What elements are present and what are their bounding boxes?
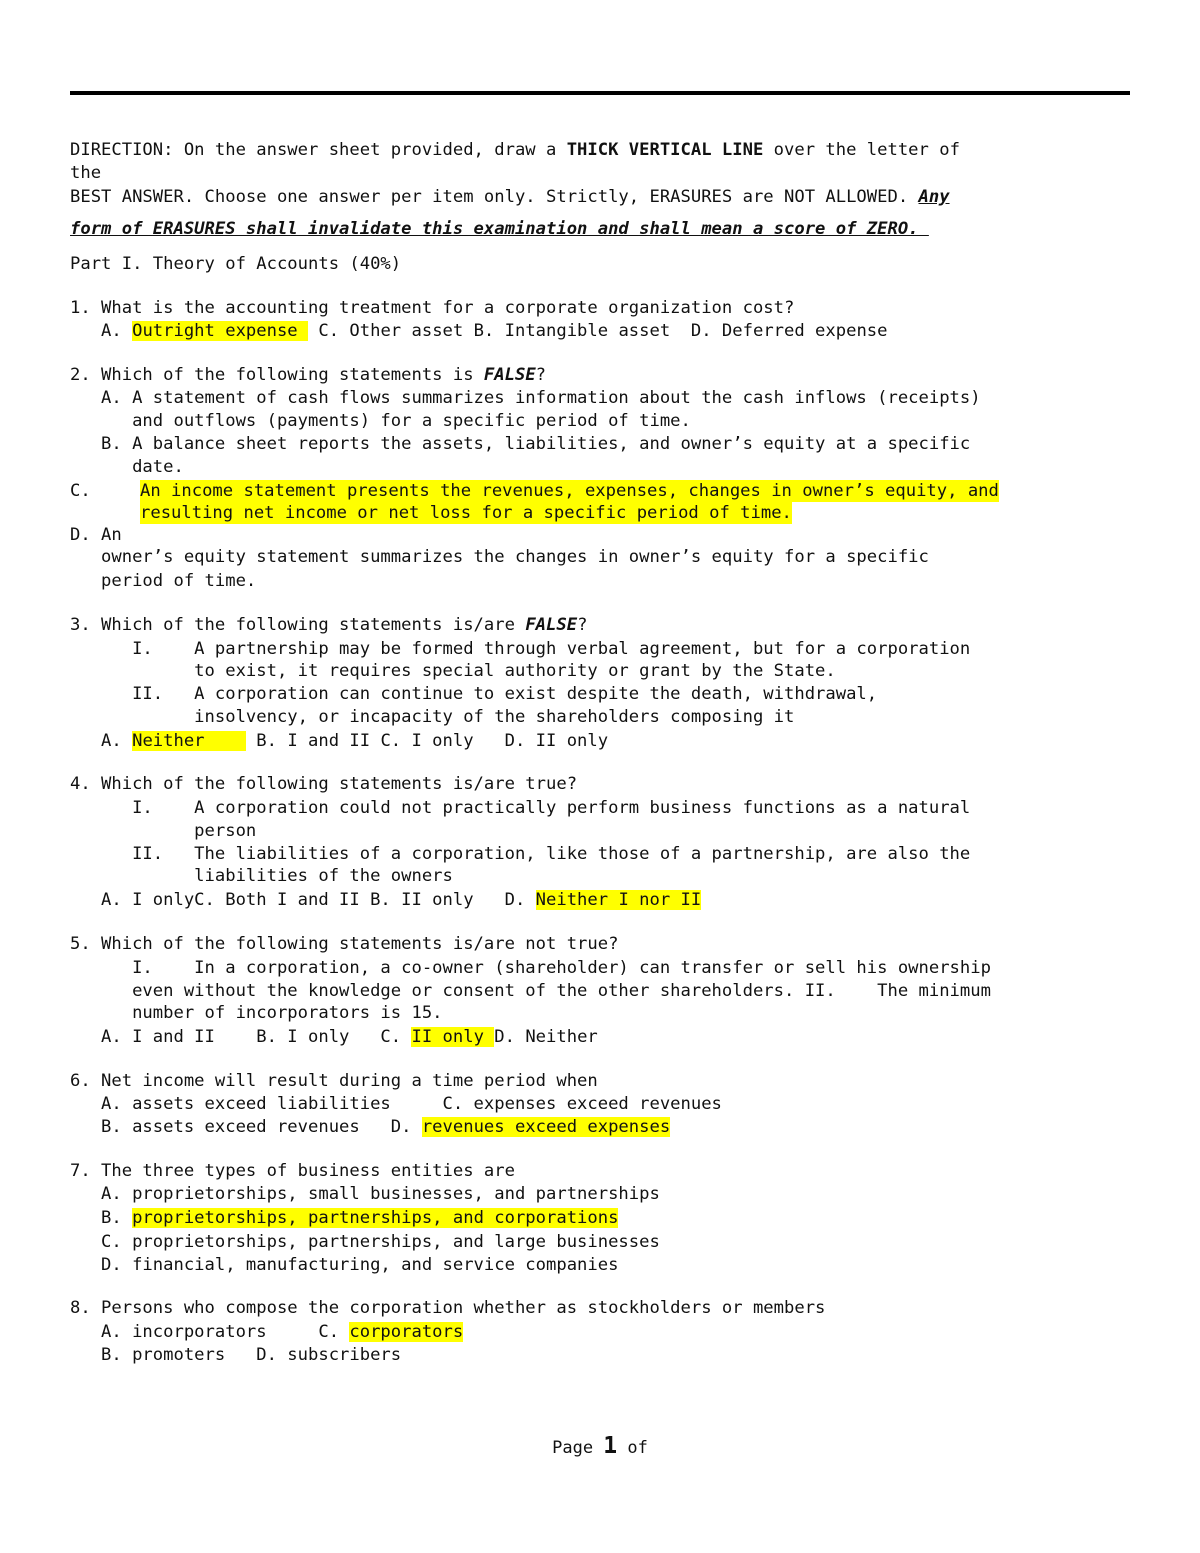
direction-line-3: BEST ANSWER. Choose one answer per item only. Strictly, ERASURES are NOT ALLOWED. Any xyxy=(70,187,950,207)
q1-answer-highlight: Outright expense xyxy=(132,321,309,341)
q1-stem: 1. What is the accounting treatment for a corporate organization cost? xyxy=(70,298,795,318)
q4-statement-2a: II. The liabilities of a corporation, like those of a partnership, are also the xyxy=(70,844,971,864)
q7-answer-highlight: proprietorships, partnerships, and corporations xyxy=(132,1208,619,1228)
q8-stem: 8. Persons who compose the corporation whether as stockholders or members xyxy=(70,1298,826,1318)
q2-choice-d-2: owner’s equity statement summarizes the changes in owner’s equity for a specific xyxy=(70,547,929,567)
q5-stem: 5. Which of the following statements is/are not true? xyxy=(70,934,619,954)
q2-choice-d-1: D. An xyxy=(70,525,122,545)
q8-choices-1: A. incorporators C. corporators xyxy=(70,1322,464,1342)
q2-answer-highlight-2: resulting net income or net loss for a specific period of time. xyxy=(140,503,792,523)
q3-choices: A. Neither B. I and II C. I only D. II only xyxy=(70,731,609,751)
q7-choice-d: D. financial, manufacturing, and service companies xyxy=(70,1255,619,1275)
direction-line-2: the xyxy=(70,163,102,183)
q7-choice-c: C. proprietorships, partnerships, and large businesses xyxy=(70,1232,660,1252)
page-number: 1 xyxy=(603,1433,618,1459)
q7-stem: 7. The three types of business entities are xyxy=(70,1161,515,1181)
q4-statement-1a: I. A corporation could not practically perform business functions as a natural xyxy=(70,798,971,818)
q4-choices: A. I onlyC. Both I and II B. II only D. Neither I nor II xyxy=(70,890,702,910)
q5-statement-2: even without the knowledge or consent of the other shareholders. II. The minimum xyxy=(70,981,991,1001)
q5-statement-1: I. In a corporation, a co-owner (shareholder) can transfer or sell his ownership xyxy=(70,958,991,978)
q3-answer-highlight: Neither xyxy=(132,731,246,751)
q6-choices-1: A. assets exceed liabilities C. expenses exceed revenues xyxy=(70,1094,722,1114)
q6-choices-2: B. assets exceed revenues D. revenues exceed expenses xyxy=(70,1117,671,1137)
q8-answer-highlight: corporators xyxy=(349,1322,464,1342)
q2-choice-d-3: period of time. xyxy=(70,571,257,591)
q1-choices: A. Outright expense C. Other asset B. Intangible asset D. Deferred expense xyxy=(70,321,888,341)
q5-answer-highlight: II only xyxy=(411,1027,495,1047)
q3-statement-1b: to exist, it requires special authority or grant by the State. xyxy=(70,661,836,681)
direction-line-1: DIRECTION: On the answer sheet provided, draw a THICK VERTICAL LINE over the letter of xyxy=(70,140,960,160)
q7-choice-a: A. proprietorships, small businesses, and partnerships xyxy=(70,1184,660,1204)
q4-statement-1b: person xyxy=(70,821,257,841)
q5-statement-3: number of incorporators is 15. xyxy=(70,1003,443,1023)
q6-stem: 6. Net income will result during a time period when xyxy=(70,1071,598,1091)
q2-stem: 2. Which of the following statements is FALSE? xyxy=(70,365,547,385)
q4-answer-highlight: Neither I nor II xyxy=(535,890,702,910)
direction-line-4: form of ERASURES shall invalidate this examination and shall mean a score of ZERO. xyxy=(70,219,929,239)
q2-choice-b-2: date. xyxy=(70,457,184,477)
q2-choice-b-1: B. A balance sheet reports the assets, liabilities, and owner’s equity at a specific xyxy=(70,434,971,454)
q2-choice-a-1: A. A statement of cash flows summarizes information about the cash inflows (receipts) xyxy=(70,388,981,408)
q3-statement-2a: II. A corporation can continue to exist despite the death, withdrawal, xyxy=(70,684,878,704)
q3-statement-1a: I. A partnership may be formed through verbal agreement, but for a corporation xyxy=(70,639,971,659)
part-title: Part I. Theory of Accounts (40%) xyxy=(70,254,402,274)
q4-stem: 4. Which of the following statements is/are true? xyxy=(70,774,578,794)
q2-choice-c-label: C. xyxy=(70,481,133,501)
q2-answer-highlight-1: An income statement presents the revenues, expenses, changes in owner’s equity, and xyxy=(140,481,999,501)
q8-choices-2: B. promoters D. subscribers xyxy=(70,1345,402,1365)
q2-choice-a-2: and outflows (payments) for a specific period of time. xyxy=(70,411,691,431)
q5-choices: A. I and II B. I only C. II only D. Neither xyxy=(70,1027,598,1047)
q3-statement-2b: insolvency, or incapacity of the shareholders composing it xyxy=(70,707,795,727)
q4-statement-2b: liabilities of the owners xyxy=(70,866,453,886)
q6-answer-highlight: revenues exceed expenses xyxy=(421,1117,671,1137)
header-rule xyxy=(70,91,1130,95)
q3-stem: 3. Which of the following statements is/are FALSE? xyxy=(70,615,588,635)
page-footer: Page 1 of xyxy=(552,1433,648,1459)
q7-choice-b: B. proprietorships, partnerships, and corporations xyxy=(70,1208,619,1228)
